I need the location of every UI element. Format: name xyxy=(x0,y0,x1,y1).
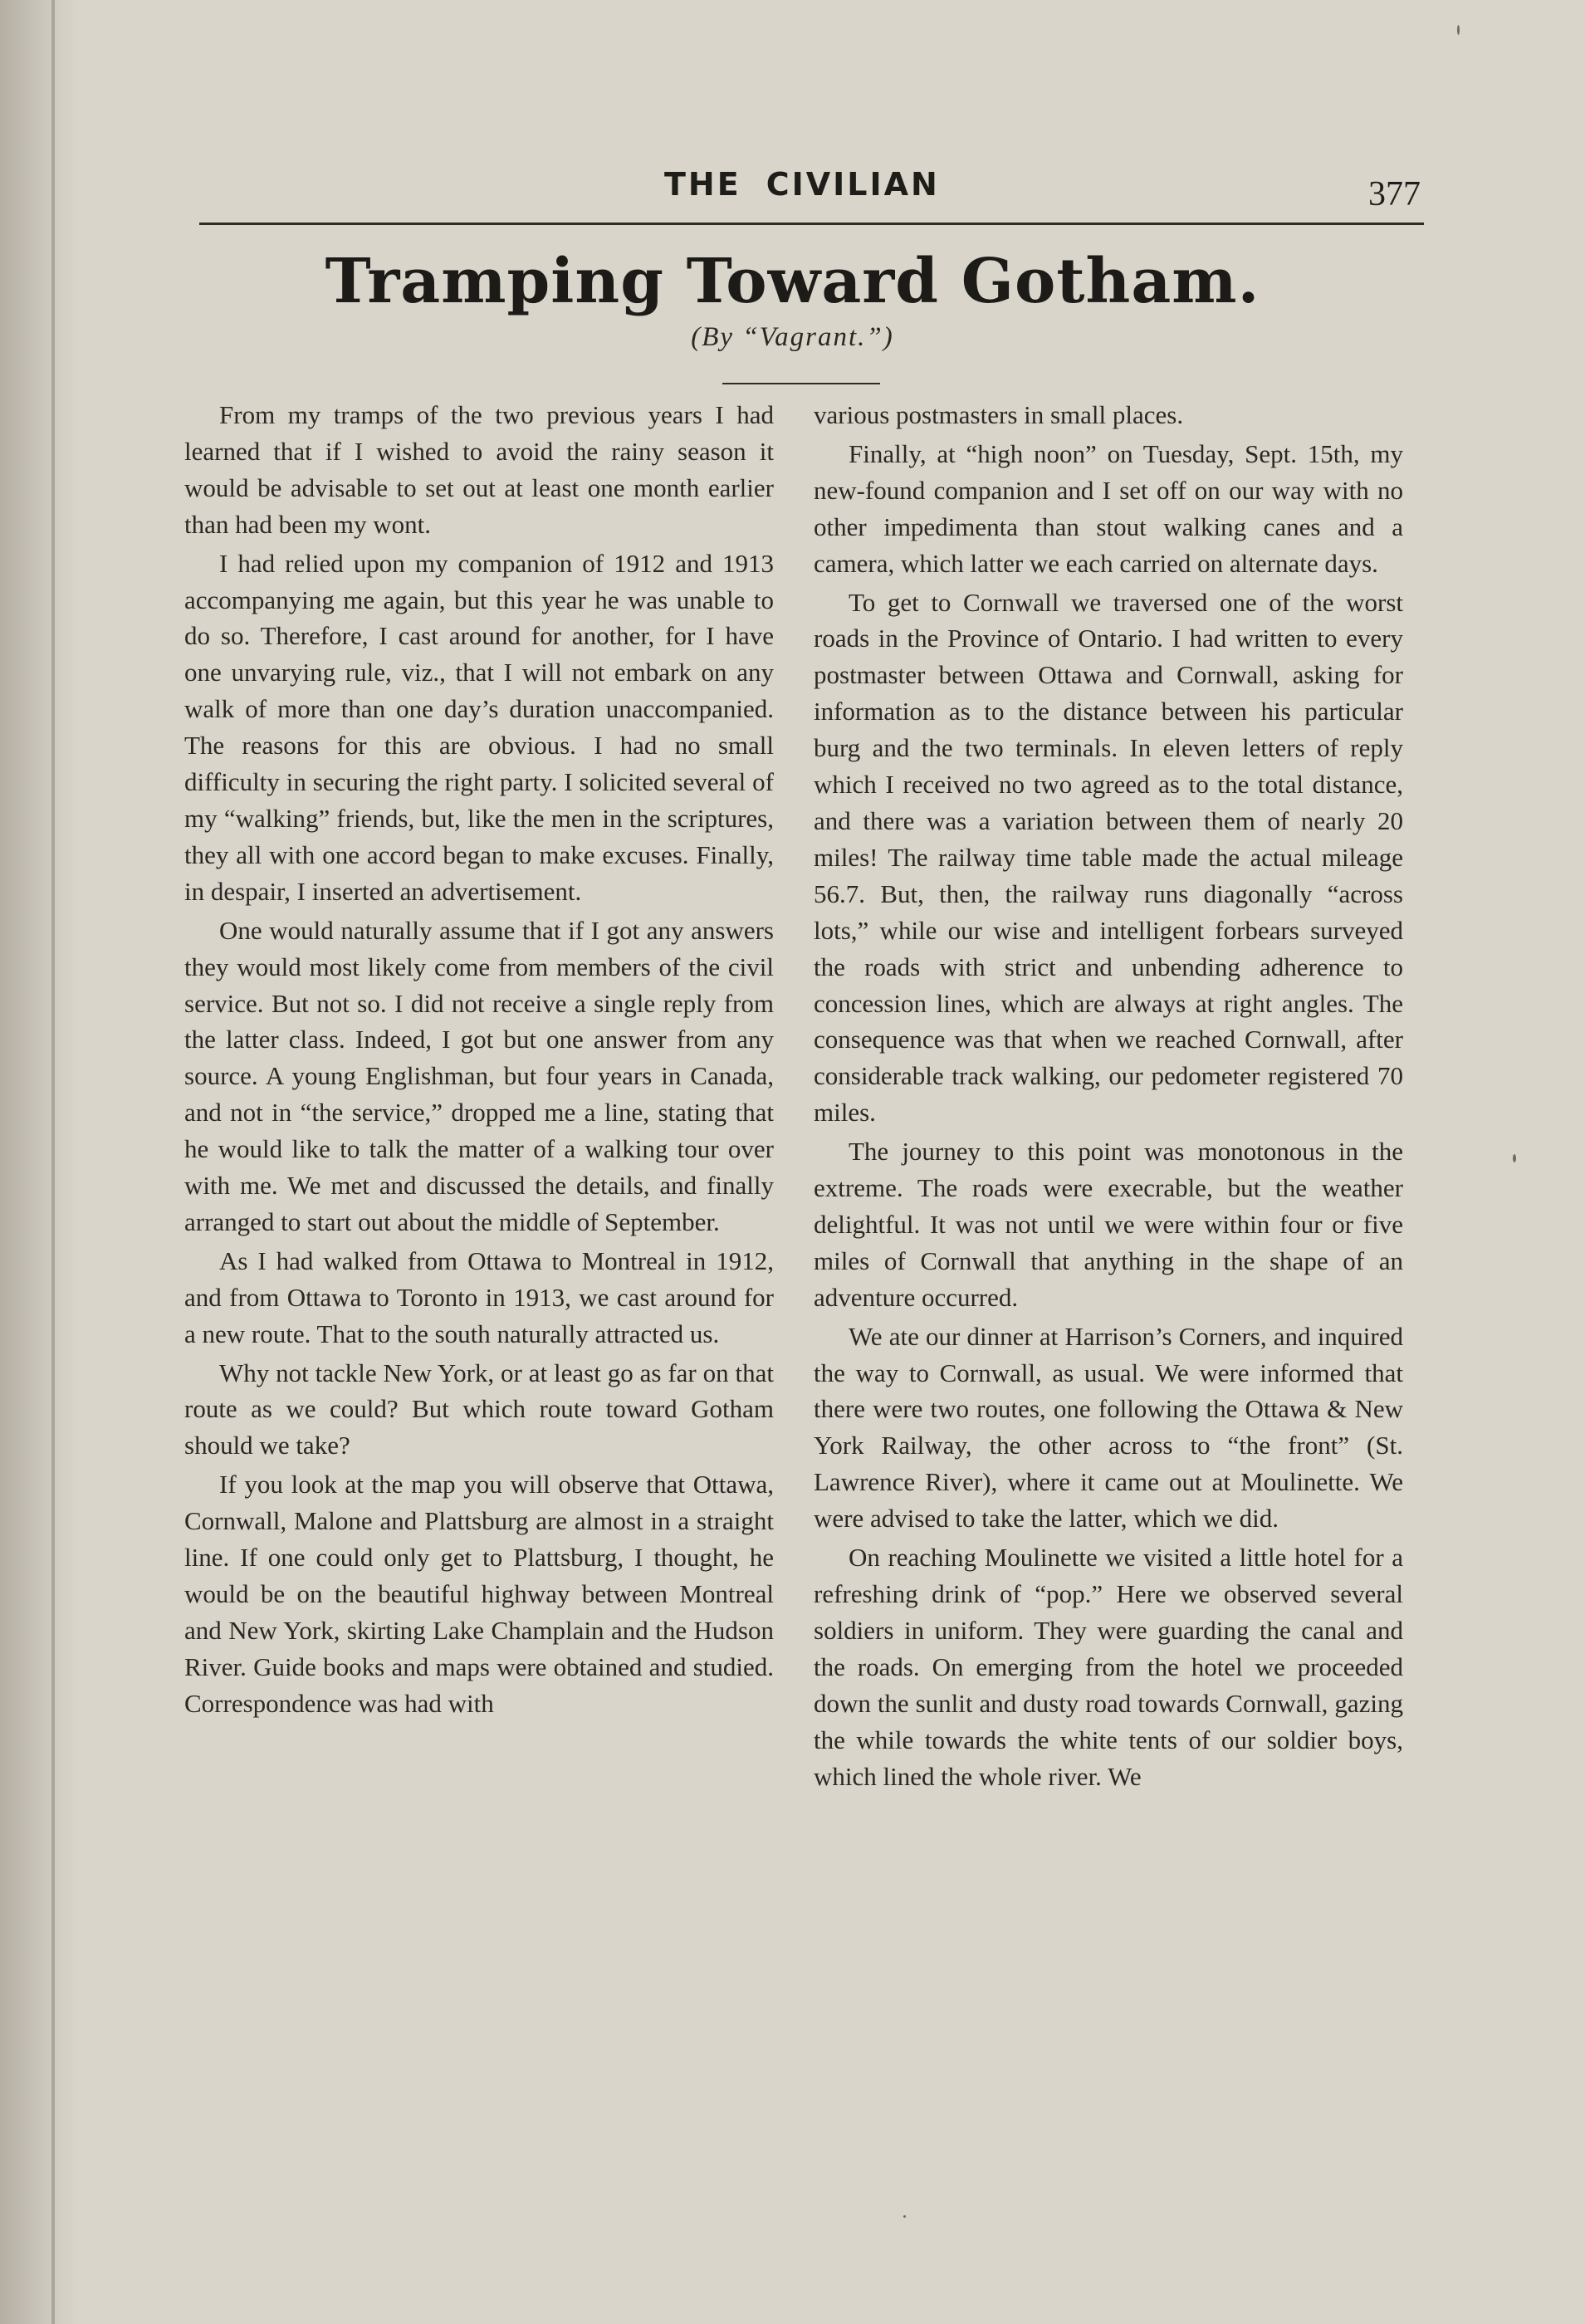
paragraph: The journey to this point was monotonous in the extreme. The roads were execrable, but the weather delightful. It was not until we were within four or five miles of Cornwall that anything in the shape of an adventure occurred. xyxy=(814,1137,1403,1312)
article-byline: (By “Vagrant.”) xyxy=(691,322,894,352)
running-head xyxy=(664,166,940,203)
paper-speck xyxy=(1457,25,1460,35)
paragraph: As I had walked from Ottawa to Montreal in 1912, and from Ottawa to Toronto in 1913, we cast around for a new route. That to the south naturally attracted us. xyxy=(184,1245,774,1348)
paper-speck xyxy=(1513,1154,1516,1162)
paragraph: We ate our dinner at Harrison’s Corners, and inquired the way to Cornwall, as usual. We were informed that there were two routes, one following the Ottawa & New York Railway, the other across to “the front” (St. Lawrence River), where it came out at Moulinette. We were advised to take the latter, which we did. xyxy=(814,1321,1403,1534)
paragraph: Why not tackle New York, or at least go as far on that route as we could? But which route toward Gotham should we take? xyxy=(184,1358,774,1460)
paragraph: Finally, at “high noon” on Tuesday, Sept. 15th, my new-found companion and I set off on our way with no other impedimenta than stout walking canes and a camera, which latter we each carried on alternate days. xyxy=(814,438,1403,578)
paragraph: I had relied upon my companion of 1912 and 1913 accompanying me again, but this year he was unable to do so. Therefore, I cast around for another, for I have one unvarying rule, viz., that I will not embark on any walk of more than one day’s duration unaccompanied. The reasons for this are obvious. I had no small difficulty in securing the right party. I solicited several of my “walking” friends, but, like the men in the scriptures, they all with one accord began to make excuses. Finally, in despair, I inserted an advertisement. xyxy=(184,548,774,906)
paper-speck xyxy=(903,2215,906,2218)
byline-rule xyxy=(722,383,880,384)
paragraph-continued: various postmasters in small places. xyxy=(814,400,1184,429)
right-column xyxy=(814,397,1403,1797)
running-head-word-1: THE xyxy=(664,166,741,203)
left-column xyxy=(184,397,774,1725)
header-rule xyxy=(199,223,1424,225)
paragraph: On reaching Moulinette we visited a little hotel for a refreshing drink of “pop.” Here we observed several soldiers in uniform. They were guarding the canal and the roads. On emerging from the hotel we proceeded down the sunlit and dusty road towards Cornwall, gazing the while towards the white tents of our soldier boys, which lined the whole river. We xyxy=(814,1543,1403,1791)
paragraph: To get to Cornwall we traversed one of the worst roads in the Province of Ontario. I had written to every postmaster between Ottawa and Cornwall, asking for information as to the distance between his particular burg and the two terminals. In eleven letters of reply which I received no two agreed as to the total distance, and there was a variation between them of nearly 20 miles! The railway time table made the actual mileage 56.7. But, then, the railway runs diagonally “across lots,” while our wise and intelligent forbears surveyed the roads with strict and unbending adherence to concession lines, which are always at right angles. The consequence was that when we reached Cornwall, after considerable track walking, our pedometer registered 70 miles. xyxy=(814,587,1403,1128)
paragraph: One would naturally assume that if I got any answers they would most likely come from members of the civil service. But not so. I did not receive a single reply from the latter class. Indeed, I got but one answer from any source. A young Englishman, but four years in Canada, and not in “the service,” dropped me a line, stating that he would like to talk the matter of a walking tour over with me. We met and discussed the details, and finally arranged to start out about the middle of September. xyxy=(184,915,774,1236)
paragraph: From my tramps of the two previous years I had learned that if I wished to avoid the rainy season it would be advisable to set out at least one month earlier than had been my wont. xyxy=(184,400,774,539)
article-title: Tramping Toward Gotham. xyxy=(325,246,1260,317)
running-head-word-2: CIVILIAN xyxy=(766,166,940,203)
page-number: 377 xyxy=(1368,175,1421,213)
paragraph: If you look at the map you will observe that Ottawa, Cornwall, Malone and Plattsburg are almost in a straight line. If one could only get to Plattsburg, I thought, he would be on the beautiful highway between Montreal and New York, skirting Lake Champlain and the Hudson River. Guide books and maps were obtained and studied. Correspondence was had with xyxy=(184,1470,774,1718)
